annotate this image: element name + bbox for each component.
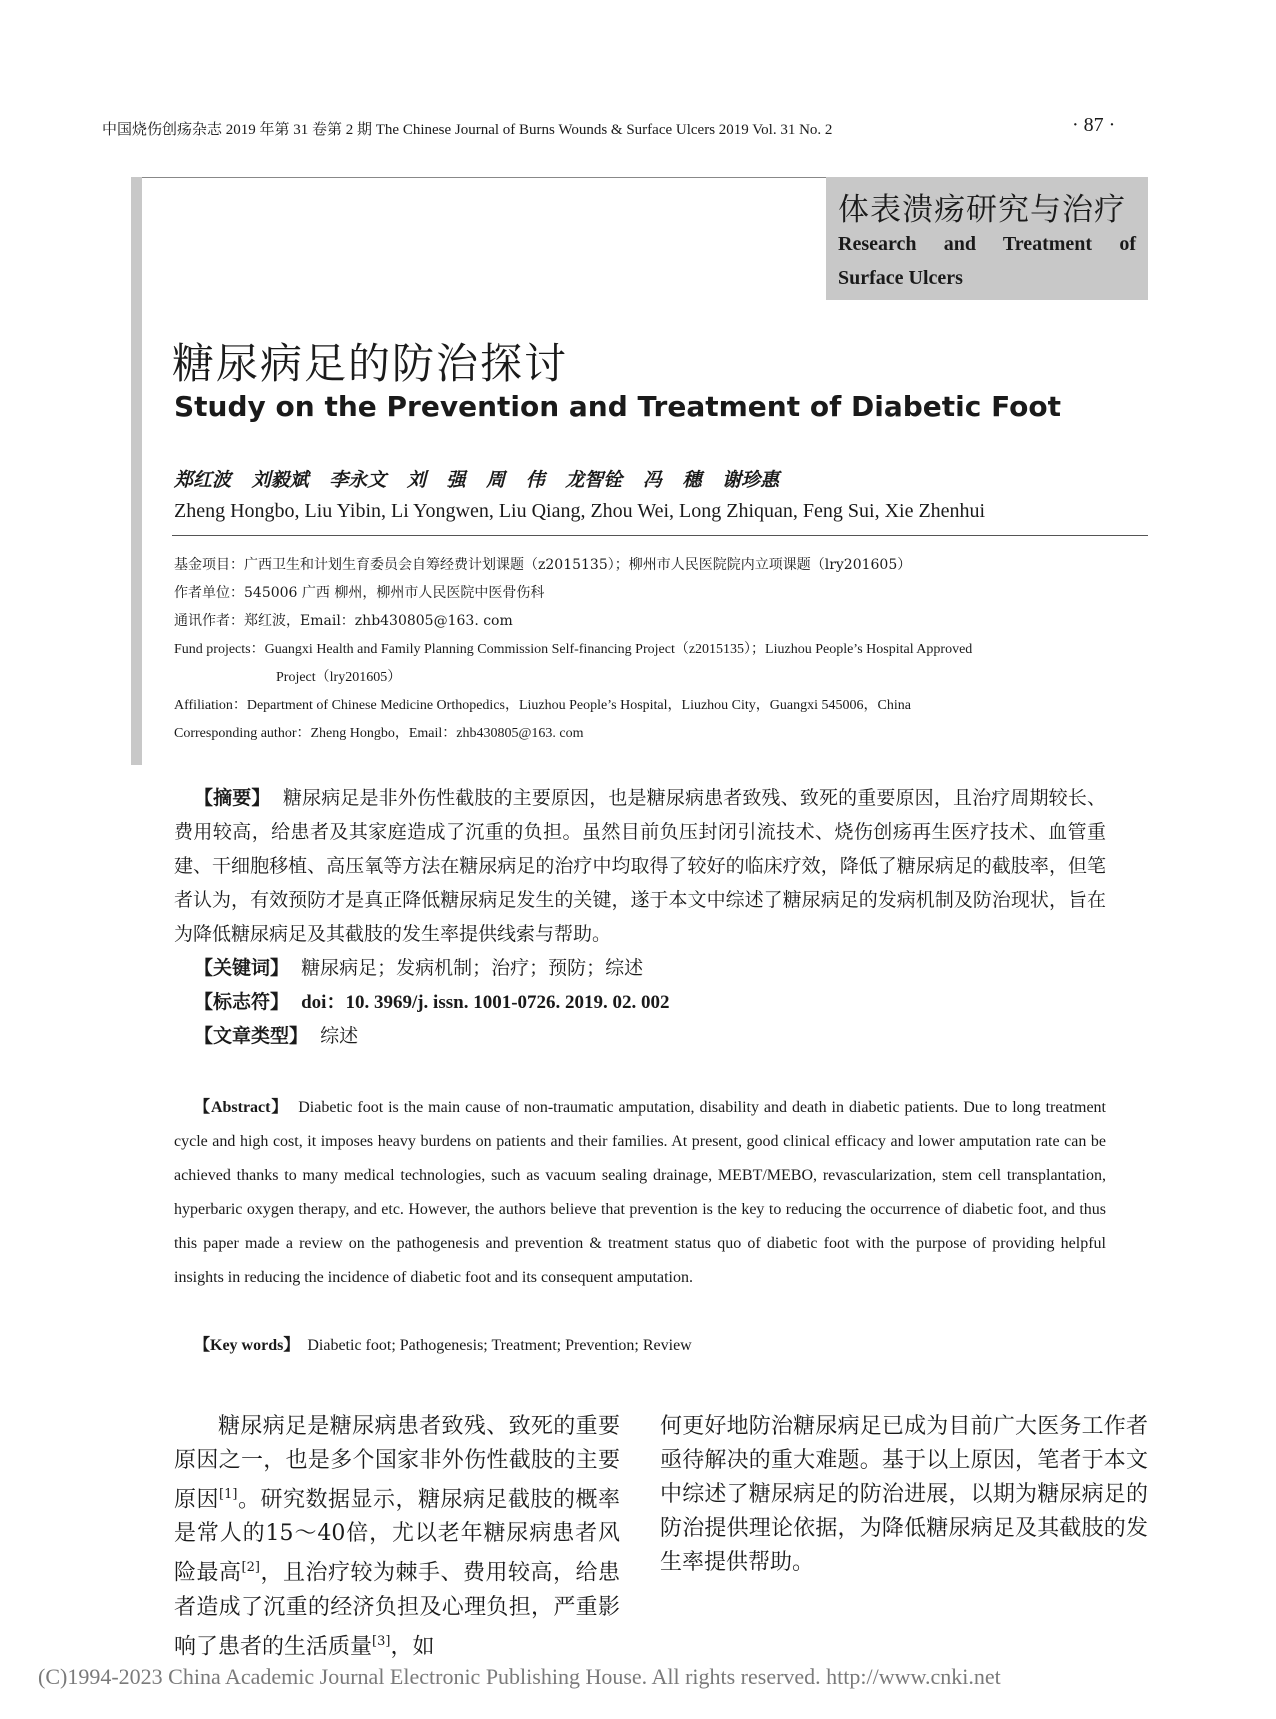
decorative-left-bar [131, 177, 142, 765]
article-type-label: 【文章类型】 [194, 1025, 309, 1047]
fund-en: Fund projects：Guangxi Health and Family Planning Commission Self-financing Project（z2015135）；Liuzhou People’s Hospital Approved [174, 642, 973, 657]
affiliation-en: Affiliation：Department of Chinese Medicine Orthopedics，Liuzhou People’s Hospital，Liuzhou City，Guangxi 545006，China [174, 698, 911, 713]
authors-cn: 郑红波 刘毅斌 李永文 刘 强 周 伟 龙智铨 冯 穗 谢珍惠 [174, 469, 780, 491]
affiliation-cn: 作者单位：545006 广西 柳州，柳州市人民医院中医骨伤科 [174, 585, 545, 601]
corresponding-author-cn: 通讯作者：郑红波，Email：zhb430805@163. com [174, 613, 513, 629]
column-title-cn: 体表溃疡研究与治疗 [838, 192, 1126, 228]
fund-en-continued: Project（lry201605） [276, 670, 402, 685]
running-header [102, 114, 1142, 139]
authors-en: Zheng Hongbo, Liu Yibin, Li Yongwen, Liu Qiang, Zhou Wei, Long Zhiquan, Feng Sui, Xie Zhenhui [174, 500, 986, 522]
body-column-left [174, 1410, 620, 1664]
doi-label: 【标志符】 [194, 991, 290, 1013]
column-title-en-line2: Surface Ulcers [838, 267, 963, 289]
corresponding-author-en: Corresponding author：Zheng Hongbo，Email：zhb430805@163. com [174, 726, 584, 741]
abstract-text-en: Diabetic foot is the main cause of non-traumatic amputation, disability and death in diabetic patients. Due to long treatment cycle and high cost, it imposes heavy burdens on patients and their families. At present, good clinical efficacy and lower amputation rate can be achieved thanks to many medical technologies, such as vacuum sealing drainage, MEBT/MEBO, revascularization, stem cell transplantation, hyperbaric oxygen therapy, and etc. However, the authors believe that prevention is the key to reducing the occurrence of diabetic foot, and thus this paper made a review on the pathogenesis and prevention & treatment status quo of diabetic foot with the purpose of providing helpful insights in reducing the incidence of diabetic foot and its consequent amputation. [174, 1099, 1106, 1286]
body-text: ，如 [390, 1633, 435, 1659]
abstract-en [174, 1091, 1106, 1295]
abstract-label-en: 【Abstract】 [194, 1099, 289, 1116]
body-text: ，且治疗较为棘手、费用较高，给患者造成了沉重的经济负担及心理负担，严重影响了患者的生活质量 [174, 1560, 620, 1659]
article-type-text: 综述 [320, 1025, 359, 1047]
citation-ref: [3] [372, 1633, 391, 1649]
keywords-cn [174, 951, 1106, 985]
article-title-cn: 糖尿病足的防治探讨 [172, 339, 569, 388]
citation-ref: [2] [241, 1560, 260, 1576]
keywords-text-cn: 糖尿病足；发病机制；治疗；预防；综述 [301, 957, 644, 979]
divider [172, 535, 1148, 536]
abstract-cn [174, 781, 1106, 951]
doi-text: doi：10. 3969/j. issn. 1001-0726. 2019. 02. 002 [301, 992, 670, 1013]
article-title-en: Study on the Prevention and Treatment of Diabetic Foot [174, 390, 1061, 423]
keywords-label-en: 【Key words】 [194, 1337, 300, 1354]
citation-ref: [1] [219, 1487, 238, 1502]
abstract-label-cn: 【摘要】 [194, 787, 271, 809]
column-title-en-line1: Research and Treatment of [838, 233, 1136, 255]
body-text: 糖尿病足是糖尿病患者致残、致死的重要原因之一，也是多个国家非外伤性截肢的主要原因 [174, 1414, 620, 1513]
article-type-line [174, 1019, 1106, 1053]
keywords-label-cn: 【关键词】 [194, 957, 290, 979]
abstract-text-cn: 糖尿病足是非外伤性截肢的主要原因，也是糖尿病患者致残、致死的重要原因，且治疗周期较长、费用较高，给患者及其家庭造成了沉重的负担。虽然目前负压封闭引流技术、烧伤创疡再生医疗技术、血管重建、干细胞移植、高压氧等方法在糖尿病足的治疗中均取得了较好的临床疗效，降低了糖尿病足的截肢率，但笔者认为，有效预防才是真正降低糖尿病足发生的关键，遂于本文中综述了糖尿病足的发病机制及防治现状，旨在为降低糖尿病足及其截肢的发生率提供线索与帮助。 [174, 787, 1106, 945]
fund-cn: 基金项目：广西卫生和计划生育委员会自筹经费计划课题（z2015135）；柳州市人民医院院内立项课题（lry201605） [174, 557, 912, 573]
body-column-right: 何更好地防治糖尿病足已成为目前广大医务工作者亟待解决的重大难题。基于以上原因，笔者于本文中综述了糖尿病足的防治进展，以期为糖尿病足的防治提供理论依据，为降低糖尿病足及其截肢的发生率提供帮助。 [660, 1414, 1148, 1575]
copyright-footer: (C)1994-2023 China Academic Journal Electronic Publishing House. All rights reserved. http://www.cnki.net [38, 1664, 1001, 1689]
keywords-text-en: Diabetic foot; Pathogenesis; Treatment; Prevention; Review [307, 1337, 692, 1354]
doi-line [174, 985, 1106, 1020]
keywords-en [174, 1329, 1106, 1363]
page-number: · 87 · [1072, 114, 1116, 136]
journal-citation-line: 中国烧伤创疡杂志 2019 年第 31 卷第 2 期 The Chinese Journal of Burns Wounds & Surface Ulcers 2019 Vol. 31 No. 2 [102, 122, 833, 138]
body-text: 。研究数据显示，糖尿病足截肢的概率是常人的15～40倍，尤以老年糖尿病患者风险最高 [174, 1487, 620, 1586]
